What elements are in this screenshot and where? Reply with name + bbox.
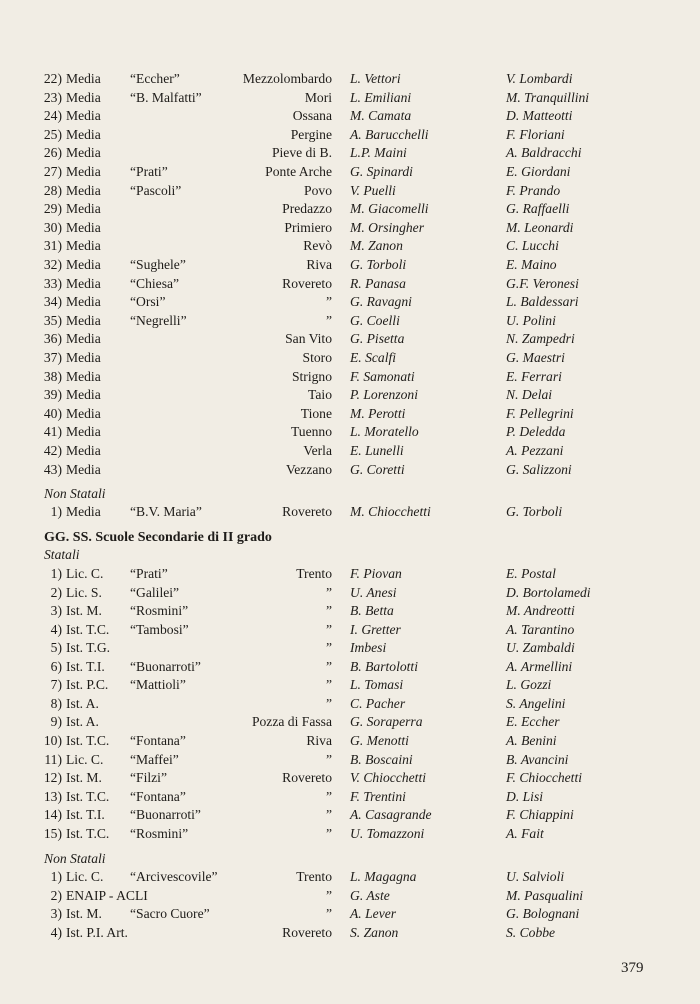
person-name-2: F. Prando	[506, 182, 561, 198]
school-type: Ist. T.C.	[66, 825, 110, 841]
person-name-1: G. Pisetta	[350, 331, 405, 347]
statali-heading: Statali	[44, 547, 80, 562]
school-type: Ist. P.C.	[66, 677, 109, 693]
school-name: “Prati”	[130, 566, 168, 581]
row-number: 15)	[43, 825, 62, 841]
person-name-2: E. Ferrari	[506, 368, 562, 384]
school-location: San Vito	[285, 331, 332, 347]
list-row	[0, 887, 700, 906]
row-number: 5)	[50, 640, 62, 656]
row-number: 9)	[50, 714, 62, 730]
school-name: “Sughele”	[130, 257, 186, 272]
school-location: Taio	[308, 387, 332, 403]
list-row	[0, 349, 700, 368]
school-type: Media	[66, 424, 101, 440]
school-type: Lic. C.	[66, 566, 104, 581]
school-name: “B.V. Maria”	[130, 504, 202, 519]
school-location: ”	[325, 677, 332, 693]
list-row	[0, 70, 700, 89]
person-name-2: F. Chiappini	[506, 807, 574, 823]
school-type: Media	[66, 331, 101, 347]
list-row	[0, 163, 700, 182]
row-number: 41)	[43, 424, 62, 440]
row-number: 8)	[50, 695, 62, 711]
list-row	[0, 658, 700, 677]
school-location: ”	[325, 807, 332, 823]
school-type: Ist. T.I.	[66, 807, 105, 823]
list-row	[0, 237, 700, 256]
row-number: 12)	[43, 770, 62, 786]
row-number: 27)	[43, 164, 62, 179]
list-row	[0, 751, 700, 770]
person-name-2: G. Maestri	[506, 350, 565, 365]
list-row	[0, 442, 700, 461]
person-name-1: G. Aste	[350, 887, 390, 903]
list-row	[0, 89, 700, 108]
school-location: ”	[325, 584, 332, 600]
school-type: Ist. T.C.	[66, 621, 110, 637]
list-row	[0, 676, 700, 695]
school-location: Strigno	[291, 368, 332, 384]
school-type: Media	[66, 219, 101, 235]
school-type: Media	[66, 89, 101, 105]
school-name: “Arcivescovile”	[130, 869, 218, 884]
row-number: 13)	[43, 788, 62, 804]
person-name-1: S. Zanon	[350, 924, 399, 940]
school-type: Ist. M.	[66, 906, 102, 922]
school-location: ”	[325, 788, 332, 804]
non-statali-heading-2: Non Statali	[44, 851, 106, 866]
school-type: Lic. S.	[66, 584, 102, 600]
school-location: Pozza di Fassa	[251, 714, 332, 730]
person-name-1: M. Zanon	[350, 238, 403, 254]
row-number: 1)	[50, 566, 62, 581]
school-location: Rovereto	[282, 924, 332, 940]
school-location: ”	[325, 621, 332, 637]
person-name-2: G. Raffaelli	[506, 201, 570, 217]
non-statali-heading: Non Statali	[44, 486, 106, 501]
person-name-2: D. Matteotti	[506, 108, 573, 124]
school-type: Media	[66, 201, 101, 217]
person-name-2: A. Tarantino	[506, 621, 575, 637]
school-type: Media	[66, 368, 101, 384]
school-location: ”	[325, 906, 332, 922]
school-location: Riva	[306, 257, 332, 272]
school-location: Povo	[304, 182, 332, 198]
school-location: ”	[325, 658, 332, 674]
person-name-1: C. Pacher	[350, 695, 406, 711]
school-location: Mezzolombardo	[242, 71, 332, 86]
school-type: Media	[66, 275, 101, 291]
list-row	[0, 602, 700, 621]
list-row	[0, 293, 700, 312]
school-name: “Chiesa”	[130, 275, 180, 291]
row-number: 26)	[43, 145, 62, 161]
school-type: Ist. T.G.	[66, 640, 111, 656]
list-row	[0, 825, 700, 844]
person-name-1: U. Anesi	[350, 584, 397, 600]
person-name-2: L. Baldessari	[506, 294, 579, 310]
school-name: “Tambosi”	[130, 621, 189, 637]
person-name-1: E. Lunelli	[350, 443, 404, 458]
school-location: ”	[325, 825, 332, 841]
school-name: “Negrelli”	[130, 312, 187, 328]
person-name-1: M. Perotti	[350, 405, 406, 421]
school-type: Media	[66, 405, 101, 421]
person-name-2: A. Fait	[506, 825, 544, 841]
school-name: “Buonarroti”	[130, 807, 201, 823]
person-name-2: A. Baldracchi	[506, 145, 582, 161]
list-row	[0, 405, 700, 424]
person-name-1: F. Trentini	[350, 788, 406, 804]
school-location: ”	[325, 695, 332, 711]
row-number: 14)	[43, 807, 62, 823]
school-name: “Pascoli”	[130, 182, 182, 198]
list-row	[0, 144, 700, 163]
person-name-2: D. Lisi	[506, 788, 544, 804]
person-name-1: L.P. Maini	[350, 145, 407, 161]
row-number: 38)	[43, 368, 62, 384]
person-name-2: F. Floriani	[506, 126, 565, 142]
school-type: Media	[66, 387, 101, 403]
school-type: Media	[66, 182, 101, 198]
school-type: Media	[66, 126, 101, 142]
person-name-1: M. Giacomelli	[350, 201, 429, 217]
school-location: Trento	[296, 566, 332, 581]
row-number: 29)	[43, 201, 62, 217]
person-name-2: G. Torboli	[506, 504, 563, 519]
row-number: 10)	[43, 732, 62, 748]
school-location: Trento	[296, 869, 332, 884]
school-location: Tione	[300, 405, 332, 421]
person-name-1: G. Coretti	[350, 461, 405, 477]
school-location: Rovereto	[282, 770, 332, 786]
school-name: “Rosmini”	[130, 603, 189, 619]
school-type: Ist. T.C.	[66, 788, 110, 804]
person-name-1: B. Bartolotti	[350, 658, 418, 674]
person-name-2: E. Maino	[506, 257, 557, 272]
school-name: “Filzi”	[130, 770, 167, 786]
list-row	[0, 806, 700, 825]
school-type: Ist. P.I. Art.	[66, 924, 128, 940]
person-name-1: M. Chiocchetti	[350, 504, 431, 519]
school-name: “Prati”	[130, 164, 168, 179]
row-number: 4)	[50, 621, 62, 637]
row-number: 35)	[43, 312, 62, 328]
person-name-2: E. Postal	[506, 566, 556, 581]
row-number: 7)	[50, 677, 62, 693]
school-name: “Fontana”	[130, 788, 186, 804]
list-row	[0, 330, 700, 349]
school-location: Verla	[303, 443, 332, 458]
row-number: 6)	[50, 658, 62, 674]
school-location: Predazzo	[282, 201, 332, 217]
school-type: Media	[66, 164, 101, 179]
row-number: 43)	[43, 461, 62, 477]
school-name: “Maffei”	[130, 751, 179, 767]
person-name-2: S. Cobbe	[506, 924, 556, 940]
person-name-1: G. Ravagni	[350, 294, 412, 310]
list-row	[0, 503, 700, 522]
row-number: 11)	[44, 751, 62, 767]
school-type: Media	[66, 461, 101, 477]
person-name-2: L. Gozzi	[506, 677, 552, 693]
person-name-1: L. Moratello	[350, 424, 419, 440]
person-name-2: M. Tranquillini	[506, 89, 590, 105]
school-type: Media	[66, 350, 101, 365]
school-location: ”	[325, 603, 332, 619]
row-number: 39)	[43, 387, 62, 403]
school-location: Ossana	[292, 108, 332, 124]
row-number: 33)	[43, 275, 62, 291]
school-location: Mori	[304, 89, 332, 105]
list-row	[0, 868, 700, 887]
person-name-2: P. Deledda	[506, 424, 566, 440]
school-type: Media	[66, 312, 101, 328]
list-row	[0, 219, 700, 238]
school-name: “Fontana”	[130, 732, 186, 748]
list-row	[0, 769, 700, 788]
person-name-1: L. Vettori	[350, 71, 401, 86]
school-location: ”	[325, 294, 332, 310]
row-number: 2)	[50, 584, 62, 600]
school-location: Pieve di B.	[271, 145, 332, 161]
school-location: Tuenno	[290, 424, 332, 440]
list-row	[0, 584, 700, 603]
school-location: Storo	[302, 350, 332, 365]
person-name-2: S. Angelini	[506, 695, 566, 711]
school-type: Media	[66, 145, 101, 161]
school-type: Media	[66, 238, 101, 254]
row-number: 28)	[43, 182, 62, 198]
school-name: “Eccher”	[130, 71, 180, 86]
row-number: 23)	[43, 89, 62, 105]
row-number: 34)	[43, 294, 62, 310]
school-location: ”	[325, 640, 332, 656]
person-name-2: N. Zampedri	[506, 331, 575, 347]
list-row	[0, 621, 700, 640]
list-row	[0, 905, 700, 924]
person-name-2: U. Polini	[506, 312, 556, 328]
list-row	[0, 312, 700, 331]
list-row	[0, 565, 700, 584]
list-row	[0, 368, 700, 387]
school-location: Pergine	[290, 126, 332, 142]
list-row	[0, 788, 700, 807]
person-name-2: F. Pellegrini	[506, 405, 574, 421]
person-name-2: E. Eccher	[506, 714, 560, 730]
school-location: Vezzano	[285, 461, 332, 477]
person-name-1: L. Emiliani	[350, 89, 412, 105]
person-name-2: E. Giordani	[506, 164, 571, 179]
list-row	[0, 126, 700, 145]
person-name-1: U. Tomazzoni	[350, 825, 425, 841]
row-number: 1)	[50, 504, 62, 519]
school-location: Revò	[303, 238, 332, 254]
row-number: 25)	[43, 126, 62, 142]
person-name-2: A. Benini	[506, 732, 557, 748]
person-name-1: L. Tomasi	[350, 677, 404, 693]
person-name-1: B. Betta	[350, 603, 394, 619]
school-location: Rovereto	[282, 504, 332, 519]
school-type: Ist. A.	[66, 714, 99, 730]
person-name-1: B. Boscaini	[350, 751, 413, 767]
school-location: ”	[325, 312, 332, 328]
school-type: Ist. T.C.	[66, 732, 110, 748]
row-number: 2)	[50, 887, 62, 903]
person-name-2: G. Bolognani	[506, 906, 580, 922]
person-name-1: M. Orsingher	[350, 219, 425, 235]
school-type: Media	[66, 257, 101, 272]
row-number: 40)	[43, 405, 62, 421]
school-type: Lic. C.	[66, 869, 104, 884]
person-name-1: V. Chiocchetti	[350, 770, 427, 786]
person-name-1: G. Menotti	[350, 732, 409, 748]
list-row	[0, 256, 700, 275]
person-name-2: V. Lombardi	[506, 71, 573, 86]
school-name: “Galilei”	[130, 584, 180, 600]
list-row	[0, 639, 700, 658]
person-name-1: M. Camata	[350, 108, 412, 124]
school-type: Lic. C.	[66, 751, 104, 767]
school-type: Ist. M.	[66, 770, 102, 786]
list-row	[0, 924, 700, 943]
secondary-schools-heading: GG. SS. Scuole Secondarie di II grado	[44, 530, 272, 545]
person-name-1: G. Soraperra	[350, 714, 423, 730]
school-name: “Mattioli”	[130, 677, 186, 693]
school-type: Media	[66, 108, 101, 124]
school-type: Media	[66, 443, 101, 458]
person-name-2: M. Leonardi	[506, 219, 574, 235]
school-name: “Sacro Cuore”	[130, 906, 210, 922]
row-number: 3)	[50, 906, 62, 922]
school-type: Ist. A.	[66, 695, 99, 711]
school-type: Media	[66, 294, 101, 310]
row-number: 31)	[43, 238, 62, 254]
person-name-1: F. Samonati	[350, 368, 415, 384]
list-row	[0, 275, 700, 294]
row-number: 1)	[50, 869, 62, 884]
row-number: 22)	[43, 71, 62, 86]
list-row	[0, 695, 700, 714]
school-type: Ist. M.	[66, 603, 102, 619]
person-name-1: E. Scalfi	[350, 350, 397, 365]
person-name-2: N. Delai	[506, 387, 553, 403]
school-location: Primiero	[284, 219, 332, 235]
person-name-2: G. Salizzoni	[506, 461, 572, 477]
list-row	[0, 423, 700, 442]
person-name-1: L. Magagna	[350, 869, 417, 884]
school-type: Ist. T.I.	[66, 658, 105, 674]
person-name-1: G. Torboli	[350, 257, 407, 272]
school-name: “Rosmini”	[130, 825, 189, 841]
person-name-2: U. Salvioli	[506, 869, 565, 884]
person-name-1: A. Lever	[350, 906, 397, 922]
list-row	[0, 107, 700, 126]
person-name-2: G.F. Veronesi	[506, 275, 579, 291]
person-name-1: Imbesi	[350, 640, 387, 656]
person-name-2: F. Chiocchetti	[506, 770, 583, 786]
list-row	[0, 386, 700, 405]
person-name-2: B. Avancini	[506, 751, 569, 767]
person-name-2: A. Pezzani	[506, 443, 564, 458]
person-name-2: C. Lucchi	[506, 238, 559, 254]
list-row	[0, 182, 700, 201]
person-name-2: A. Armellini	[506, 658, 573, 674]
person-name-2: U. Zambaldi	[506, 640, 575, 656]
person-name-1: P. Lorenzoni	[350, 387, 418, 403]
school-location: Rovereto	[282, 275, 332, 291]
row-number: 30)	[43, 219, 62, 235]
school-name: “B. Malfatti”	[130, 89, 202, 105]
person-name-1: G. Coelli	[350, 312, 400, 328]
person-name-1: A. Barucchelli	[350, 126, 429, 142]
person-name-2: D. Bortolamedi	[506, 584, 591, 600]
person-name-1: G. Spinardi	[350, 164, 413, 179]
person-name-2: M. Pasqualini	[506, 887, 584, 903]
school-location: Riva	[306, 732, 332, 748]
list-row	[0, 461, 700, 480]
school-name: “Orsi”	[130, 294, 166, 310]
list-row	[0, 732, 700, 751]
list-row	[0, 200, 700, 219]
school-type: Media	[66, 71, 101, 86]
person-name-1: F. Piovan	[350, 566, 402, 581]
person-name-2: M. Andreotti	[506, 603, 575, 619]
school-location: ”	[325, 751, 332, 767]
person-name-1: I. Gretter	[350, 621, 401, 637]
row-number: 4)	[50, 924, 62, 940]
school-type: Media	[66, 504, 101, 519]
list-row	[0, 713, 700, 732]
person-name-1: R. Panasa	[350, 275, 406, 291]
school-location: Ponte Arche	[265, 164, 332, 179]
page-number: 379	[621, 960, 644, 976]
row-number: 37)	[43, 350, 62, 365]
school-type: ENAIP - ACLI	[66, 887, 148, 903]
row-number: 32)	[43, 257, 62, 272]
row-number: 36)	[43, 331, 62, 347]
school-location: ”	[325, 887, 332, 903]
row-number: 24)	[43, 108, 62, 124]
row-number: 3)	[50, 603, 62, 619]
school-name: “Buonarroti”	[130, 658, 201, 674]
person-name-1: V. Puelli	[350, 182, 396, 198]
person-name-1: A. Casagrande	[350, 807, 432, 823]
row-number: 42)	[43, 443, 62, 458]
